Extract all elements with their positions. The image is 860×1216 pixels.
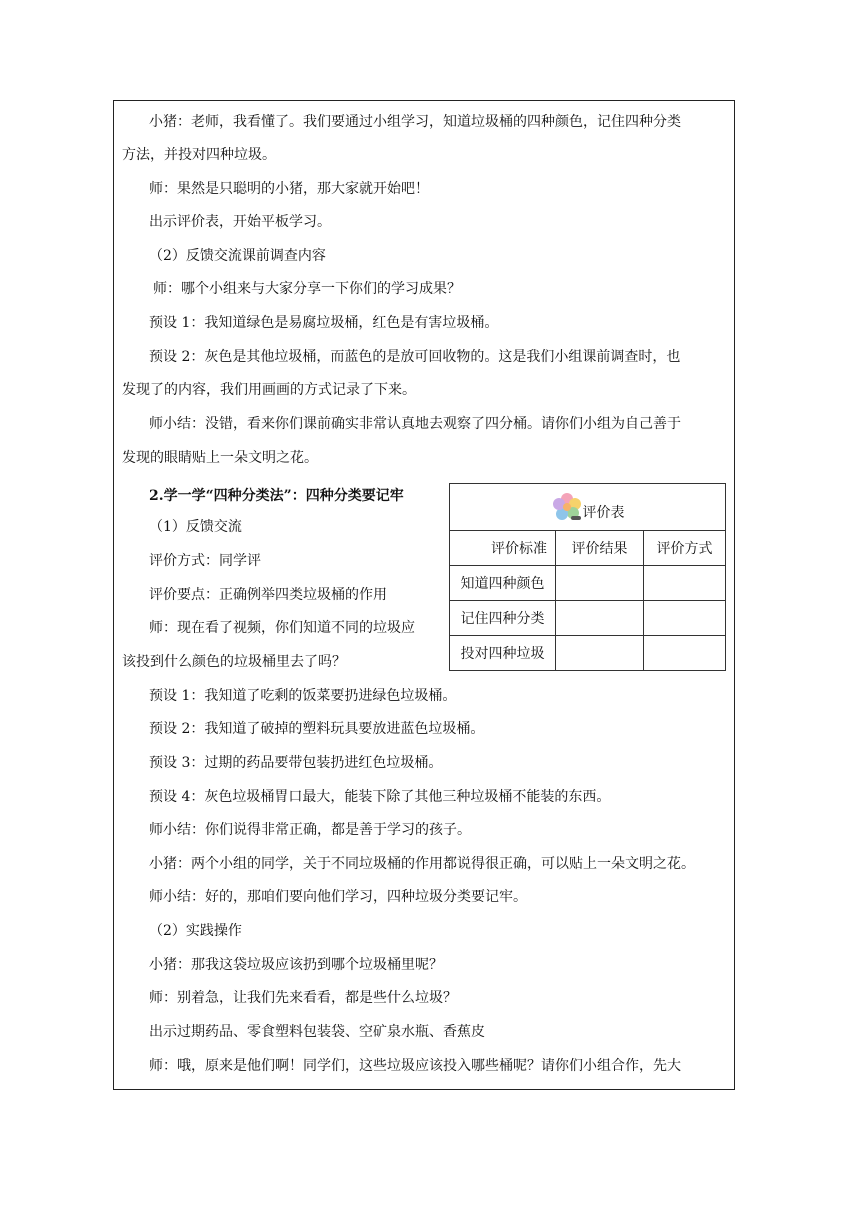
header-cell: 评价标准 bbox=[450, 531, 556, 566]
table-cell: 知道四种颜色 bbox=[450, 566, 556, 601]
paragraph: 出示过期药品、零食塑料包装袋、空矿泉水瓶、香蕉皮 bbox=[149, 1024, 485, 1040]
paragraph: 出示评价表，开始平板学习。 bbox=[149, 214, 331, 230]
paragraph: 评价方式：同学评 bbox=[149, 553, 261, 569]
paragraph: 师：现在看了视频，你们知道不同的垃圾应 bbox=[149, 620, 415, 636]
section-heading: 2.学一学“四种分类法”：四种分类要记牢 bbox=[149, 488, 404, 504]
section-heading: （2）反馈交流课前调查内容 bbox=[149, 248, 326, 264]
flower-icon bbox=[551, 491, 583, 523]
paragraph: 小猪：老师，我看懂了。我们要通过小组学习，知道垃圾桶的四种颜色，记住四种分类 bbox=[149, 114, 681, 130]
paragraph: 发现的眼睛贴上一朵文明之花。 bbox=[122, 450, 318, 466]
table-cell bbox=[644, 636, 726, 671]
evaluation-table bbox=[449, 483, 726, 671]
header-cell: 评价方式 bbox=[644, 531, 726, 566]
paragraph: 师：果然是只聪明的小猪，那大家就开始吧！ bbox=[149, 181, 429, 197]
paragraph: 预设 1：我知道绿色是易腐垃圾桶，红色是有害垃圾桶。 bbox=[149, 315, 499, 331]
section-heading: （2）实践操作 bbox=[149, 923, 242, 939]
table-row bbox=[450, 566, 726, 601]
paragraph: 师：哪个小组来与大家分享一下你们的学习成果？ bbox=[153, 281, 461, 297]
paragraph: 师：哦，原来是他们啊！同学们，这些垃圾应该投入哪些桶呢？请你们小组合作，先大 bbox=[149, 1058, 681, 1074]
paragraph: 师：别着急，让我们先来看看，都是些什么垃圾？ bbox=[149, 990, 457, 1006]
paragraph: 预设 2：灰色是其他垃圾桶，而蓝色的是放可回收物的。这是我们小组课前调查时，也 bbox=[149, 349, 681, 365]
paragraph: 师小结：没错，看来你们课前确实非常认真地去观察了四分桶。请你们小组为自己善于 bbox=[149, 416, 681, 432]
paragraph: 预设 3：过期的药品要带包装扔进红色垃圾桶。 bbox=[149, 755, 443, 771]
table-cell: 投对四种垃圾 bbox=[450, 636, 556, 671]
paragraph: 方法，并投对四种垃圾。 bbox=[122, 147, 276, 163]
table-cell: 记住四种分类 bbox=[450, 601, 556, 636]
table-cell bbox=[556, 566, 644, 601]
table-title: 评价表 bbox=[582, 505, 625, 521]
paragraph: 预设 2：我知道了破掉的塑料玩具要放进蓝色垃圾桶。 bbox=[149, 721, 485, 737]
paragraph: 师小结：好的，那咱们要向他们学习，四种垃圾分类要记牢。 bbox=[149, 889, 527, 905]
table-title-cell bbox=[450, 484, 726, 531]
paragraph: 该投到什么颜色的垃圾桶里去了吗？ bbox=[122, 654, 346, 670]
paragraph: 小猪：那我这袋垃圾应该扔到哪个垃圾桶里呢？ bbox=[149, 957, 443, 973]
table-cell bbox=[556, 636, 644, 671]
table-row bbox=[450, 601, 726, 636]
paragraph: 预设 1：我知道了吃剩的饭菜要扔进绿色垃圾桶。 bbox=[149, 688, 457, 704]
paragraph: 发现了的内容，我们用画画的方式记录了下来。 bbox=[122, 382, 416, 398]
table-cell bbox=[644, 566, 726, 601]
paragraph: 师小结：你们说得非常正确，都是善于学习的孩子。 bbox=[149, 822, 471, 838]
table-cell bbox=[644, 601, 726, 636]
paragraph: 评价要点：正确例举四类垃圾桶的作用 bbox=[149, 587, 387, 603]
table-row bbox=[450, 636, 726, 671]
table-header-row bbox=[450, 531, 726, 566]
paragraph: 小猪：两个小组的同学，关于不同垃圾桶的作用都说得很正确，可以贴上一朵文明之花。 bbox=[149, 856, 695, 872]
header-cell: 评价结果 bbox=[556, 531, 644, 566]
table-cell bbox=[556, 601, 644, 636]
section-heading: （1）反馈交流 bbox=[149, 519, 242, 535]
paragraph: 预设 4：灰色垃圾桶胃口最大，能装下除了其他三种垃圾桶不能装的东西。 bbox=[149, 789, 611, 805]
